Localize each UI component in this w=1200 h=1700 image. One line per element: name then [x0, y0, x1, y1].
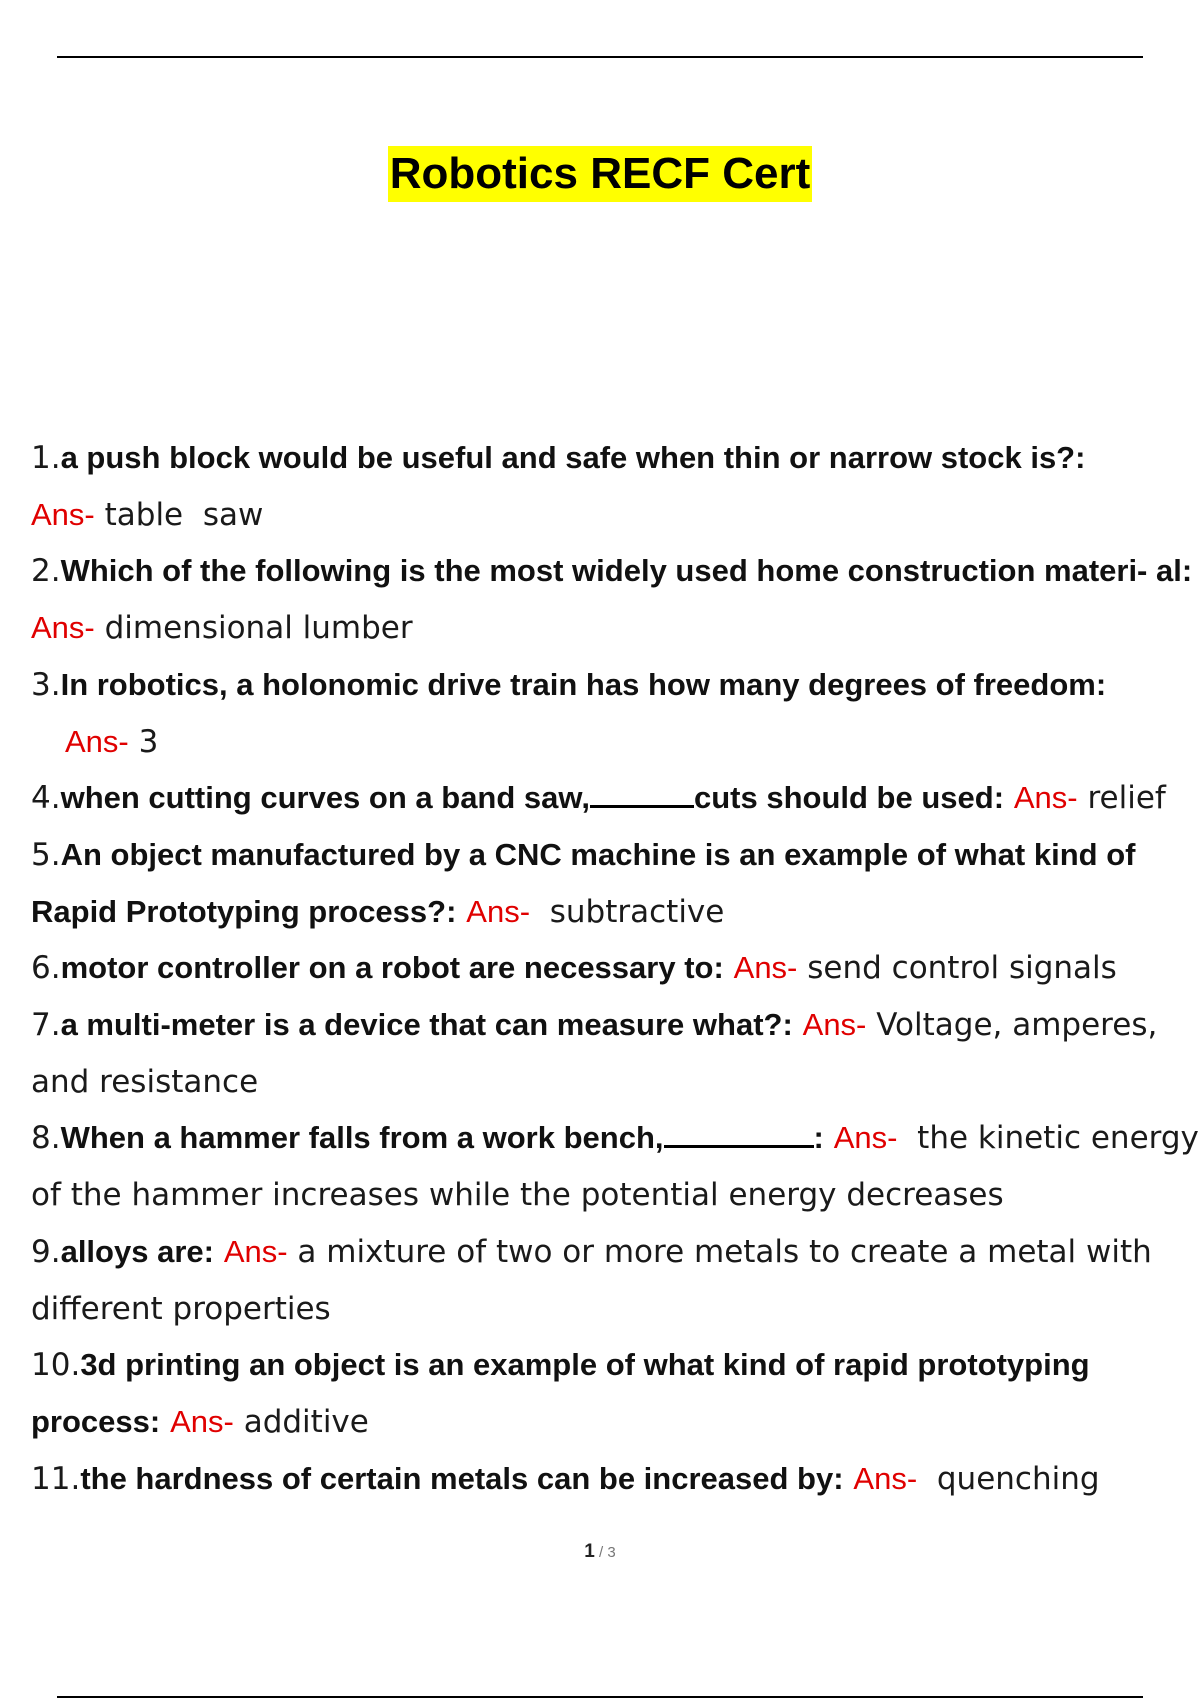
question-text: In robotics, a holonomic drive train has how many degrees of freedom:: [60, 666, 1107, 702]
question-text: Which of the following is the most widely used home construction materi- al:: [60, 553, 1193, 589]
answer-prefix: Ans-: [733, 950, 798, 986]
answer-prefix: Ans-: [853, 1460, 918, 1496]
answer-prefix: Ans-: [31, 610, 95, 646]
question-list: [31, 430, 1200, 1507]
question-item-2: [31, 543, 1200, 656]
question-number: 10.: [31, 1347, 81, 1384]
question-item-8: [31, 1110, 1200, 1223]
question-number: 5.: [31, 836, 61, 873]
question-item-6: [31, 940, 1200, 997]
answer-text: a mixture of two or more metals to create a metal with different properties: [31, 1233, 1152, 1327]
document-title: Robotics RECF Cert: [388, 146, 812, 202]
question-text: the hardness of certain metals can be increased by:: [80, 1460, 844, 1496]
question-item-9: [31, 1224, 1200, 1337]
answer-text: relief: [1087, 780, 1166, 817]
question-number: 4.: [31, 780, 61, 817]
answer-prefix: Ans-: [833, 1120, 898, 1156]
question-item-4: [31, 770, 1200, 827]
question-text: a multi-meter is a device that can measure what?:: [60, 1007, 793, 1043]
top-rule: [57, 56, 1143, 58]
answer-text: dimensional lumber: [104, 610, 413, 647]
question-number: 9.: [31, 1233, 61, 1270]
question-item-3: [31, 657, 1200, 770]
question-text: An object manufactured by a CNC machine is an example of what kind of Rapid Prototyping process?:: [31, 836, 1136, 929]
answer-text: quenching: [927, 1460, 1100, 1497]
question-number: 3.: [31, 666, 61, 703]
answer-prefix: Ans-: [1013, 780, 1078, 816]
question-text-after-blank: :: [813, 1120, 824, 1156]
question-item-5: [31, 827, 1200, 940]
question-number: 7.: [31, 1007, 61, 1044]
answer-text: subtractive: [539, 893, 725, 930]
answer-prefix: Ans-: [65, 723, 129, 759]
question-text-after-blank: cuts should be used:: [693, 780, 1005, 816]
title-container: [0, 146, 1200, 202]
question-item-11: [31, 1451, 1200, 1508]
page-separator: /: [594, 1544, 608, 1561]
question-text-before-blank: when cutting curves on a band saw,: [60, 780, 590, 816]
answer-prefix: Ans-: [31, 496, 95, 532]
answer-text: 3: [138, 723, 159, 760]
fill-in-blank: [590, 773, 694, 809]
question-number: 2.: [31, 553, 61, 590]
question-number: 8.: [31, 1120, 61, 1157]
answer-text: additive: [243, 1403, 369, 1440]
question-text: alloys are:: [60, 1233, 214, 1269]
question-number: 6.: [31, 950, 61, 987]
question-text: motor controller on a robot are necessary to:: [60, 950, 724, 986]
answer-text: Voltage, amperes, and resistance: [31, 1007, 1158, 1100]
question-number: 11.: [31, 1460, 81, 1497]
question-text-before-blank: When a hammer falls from a work bench,: [60, 1120, 664, 1156]
question-item-1: [31, 430, 1200, 543]
question-number: 1.: [31, 440, 61, 476]
question-text: 3d printing an object is an example of what kind of rapid prototyping process:: [31, 1347, 1090, 1439]
answer-text: the kinetic energy of the hammer increases while the potential energy decreases: [31, 1120, 1199, 1214]
fill-in-blank: [664, 1113, 814, 1149]
page-total: 3: [607, 1544, 616, 1561]
answer-text: table saw: [104, 496, 264, 533]
answer-text: send control signals: [807, 950, 1117, 987]
page-current: 1: [584, 1541, 595, 1562]
question-item-7: [31, 997, 1200, 1110]
answer-prefix: Ans-: [466, 893, 531, 929]
question-item-10: [31, 1337, 1200, 1450]
question-text: a push block would be useful and safe when thin or narrow stock is?:: [60, 440, 1086, 475]
answer-prefix: Ans-: [802, 1007, 867, 1043]
answer-prefix: Ans-: [170, 1403, 234, 1439]
bottom-rule: [57, 1696, 1143, 1698]
page-indicator: [0, 1541, 1200, 1563]
answer-prefix: Ans-: [223, 1233, 288, 1269]
